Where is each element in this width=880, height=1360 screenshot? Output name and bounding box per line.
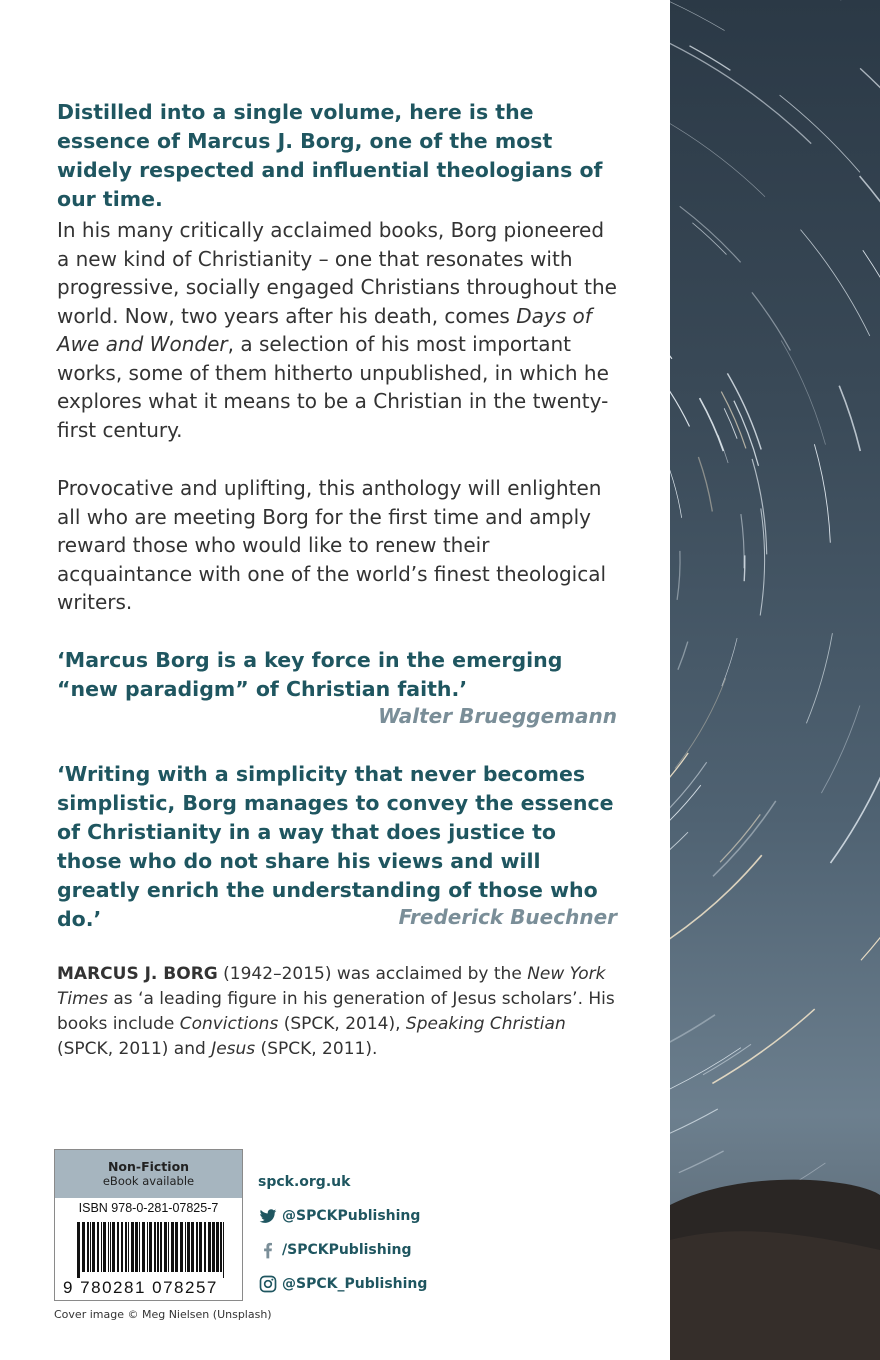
author-bio: MARCUS J. BORG (1942–2015) was acclaimed by the New York Times as ‘a leading figure in his generation of Jesus scholars’. His books include Convictions (SPCK, 2014), Speaking Christian (SPCK, 2011) and Jesus (SPCK, 2011).: [57, 964, 615, 1059]
rock-highlight: [670, 1231, 880, 1360]
endorsement-author-1: Walter Brueggemann: [378, 704, 617, 728]
endorsement-quote-1: ‘Marcus Borg is a key force in the emerging “new paradigm” of Christian faith.’: [57, 648, 563, 701]
instagram-icon: [258, 1274, 278, 1294]
endorsement-author-2: Frederick Buechner: [398, 905, 617, 929]
image-credit: Cover image © Meg Nielsen (Unsplash): [54, 1308, 272, 1321]
facebook-handle: /SPCKPublishing: [282, 1242, 412, 1258]
instagram-link[interactable]: [258, 1274, 427, 1294]
barcode-box: [54, 1149, 243, 1301]
description-paragraph-1: In his many critically acclaimed books, Borg pioneered a new kind of Christianity – one that resonates with progressive, socially engaged Christians throughout the world. Now, two years after his death, comes Days of Awe and Wonder, a selection of his most important works, some of them hitherto unpublished, in which he explores what it means to be a Christian in the twenty-first century.: [57, 218, 617, 442]
website-link[interactable]: spck.org.uk: [258, 1174, 351, 1190]
category-label: Non-Fiction: [107, 1159, 190, 1174]
lead-paragraph: Distilled into a single volume, here is the essence of Marcus J. Borg, one of the most widely respected and influential theologians of our time.: [57, 100, 603, 211]
barcode-icon: [77, 1222, 227, 1278]
isbn-label: ISBN 978-0-281-07825-7: [78, 1201, 219, 1215]
instagram-handle: @SPCK_Publishing: [282, 1276, 428, 1292]
ebook-label: eBook available: [102, 1174, 195, 1188]
twitter-icon: [258, 1206, 278, 1226]
facebook-link[interactable]: [258, 1240, 412, 1260]
twitter-link[interactable]: [258, 1206, 420, 1226]
star-trail-image: [670, 0, 880, 1360]
description-paragraph-2: Provocative and uplifting, this anthology will enlighten all who are meeting Borg for the first time and amply reward those who would like to renew their acquaintance with one of the world’s finest theological writers.: [57, 476, 607, 614]
star-trails: [670, 0, 880, 1360]
endorsement-quote-2: ‘Writing with a simplicity that never becomes simplistic, Borg manages to convey the essence of Christianity in a way that does justice to those who do not share his views and will greatly enrich the understanding of those who do.’: [57, 762, 614, 931]
twitter-handle: @SPCKPublishing: [282, 1208, 421, 1224]
book-title: Days of Awe and Wonder: [57, 303, 592, 356]
barcode-number: 9 780281 078257: [63, 1278, 218, 1297]
facebook-icon: [258, 1240, 278, 1260]
category-header: [55, 1150, 242, 1198]
